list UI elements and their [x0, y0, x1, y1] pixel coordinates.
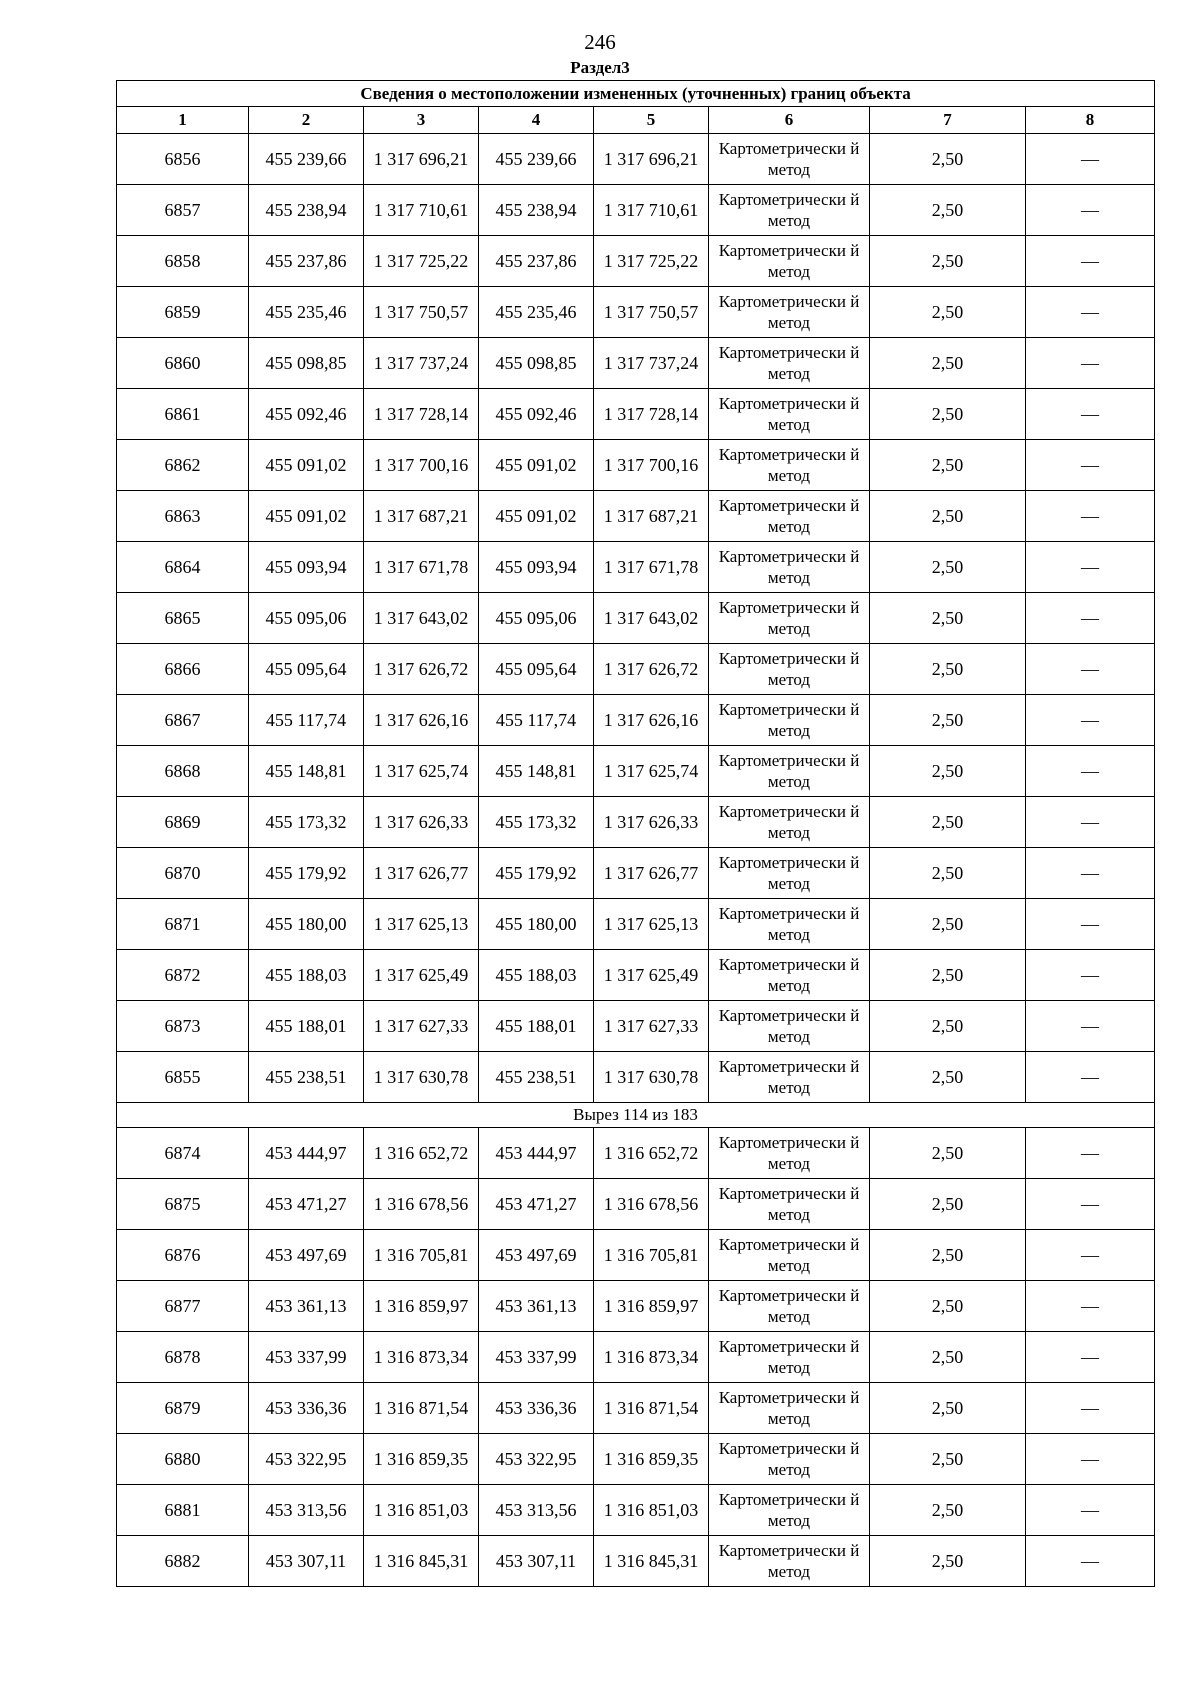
table-cell-col-2: 455 095,06	[249, 593, 364, 644]
table-row	[117, 695, 1155, 746]
table-cell-col-8: —	[1026, 338, 1155, 389]
table-cell-col-7: 2,50	[870, 950, 1026, 1001]
table-cell-col-3: 1 317 626,77	[364, 848, 479, 899]
table-cell-col-2: 455 188,01	[249, 1001, 364, 1052]
table-cell-col-2: 453 336,36	[249, 1383, 364, 1434]
table-cell-col-3: 1 317 625,13	[364, 899, 479, 950]
table-cell-col-1: 6867	[117, 695, 249, 746]
table-cell-col-1: 6872	[117, 950, 249, 1001]
table-cell-col-3: 1 317 625,74	[364, 746, 479, 797]
table-cell-col-8: —	[1026, 1052, 1155, 1103]
table-cell-col-7: 2,50	[870, 1230, 1026, 1281]
table-cell-col-2: 455 179,92	[249, 848, 364, 899]
table-cell-col-7: 2,50	[870, 440, 1026, 491]
table-cell-col-2: 455 180,00	[249, 899, 364, 950]
table-cell-col-4: 453 497,69	[479, 1230, 594, 1281]
table-row	[117, 389, 1155, 440]
table-cell-col-7: 2,50	[870, 848, 1026, 899]
table-cell-col-1: 6871	[117, 899, 249, 950]
table-cell-col-2: 455 188,03	[249, 950, 364, 1001]
column-header: 8	[1026, 107, 1155, 134]
table-cell-col-2: 453 361,13	[249, 1281, 364, 1332]
table-cell-col-1: 6857	[117, 185, 249, 236]
table-cell-col-1: 6882	[117, 1536, 249, 1587]
table-cell-col-4: 455 095,06	[479, 593, 594, 644]
table-cell-col-5: 1 316 859,35	[594, 1434, 709, 1485]
table-cell-col-8: —	[1026, 1281, 1155, 1332]
table-cell-col-2: 455 237,86	[249, 236, 364, 287]
table-cell-col-7: 2,50	[870, 1179, 1026, 1230]
table-cell-col-4: 455 235,46	[479, 287, 594, 338]
table-cell-col-4: 455 180,00	[479, 899, 594, 950]
table-cell-col-8: —	[1026, 440, 1155, 491]
table-cell-col-3: 1 317 700,16	[364, 440, 479, 491]
table-cell-col-4: 453 336,36	[479, 1383, 594, 1434]
table-row	[117, 1332, 1155, 1383]
table-cell-col-7: 2,50	[870, 542, 1026, 593]
table-row	[117, 542, 1155, 593]
table-cell-col-3: 1 316 851,03	[364, 1485, 479, 1536]
table-cell-col-5: 1 317 710,61	[594, 185, 709, 236]
table-cell-col-8: —	[1026, 1536, 1155, 1587]
table-cell-col-3: 1 316 678,56	[364, 1179, 479, 1230]
boundary-coordinates-table	[116, 80, 1155, 1587]
column-header: 5	[594, 107, 709, 134]
table-cell-col-5: 1 317 626,16	[594, 695, 709, 746]
table-cell-col-8: —	[1026, 1434, 1155, 1485]
table-cell-col-4: 455 237,86	[479, 236, 594, 287]
table-cell-col-2: 455 148,81	[249, 746, 364, 797]
table-cell-col-3: 1 317 710,61	[364, 185, 479, 236]
table-cell-col-5: 1 316 873,34	[594, 1332, 709, 1383]
table-cell-col-1: 6875	[117, 1179, 249, 1230]
table-cell-col-5: 1 317 737,24	[594, 338, 709, 389]
table-cell-col-6: Картометрически й метод	[709, 1281, 870, 1332]
table-cell-col-4: 455 092,46	[479, 389, 594, 440]
table-cell-col-3: 1 317 750,57	[364, 287, 479, 338]
table-cell-col-6: Картометрически й метод	[709, 1332, 870, 1383]
table-cell-col-8: —	[1026, 848, 1155, 899]
table-cell-col-7: 2,50	[870, 593, 1026, 644]
table-cell-col-1: 6874	[117, 1128, 249, 1179]
table-cell-col-2: 453 313,56	[249, 1485, 364, 1536]
table-cell-col-7: 2,50	[870, 1128, 1026, 1179]
table-cell-col-5: 1 317 627,33	[594, 1001, 709, 1052]
table-cell-col-3: 1 317 728,14	[364, 389, 479, 440]
table-body	[117, 134, 1155, 1587]
table-cell-col-6: Картометрически й метод	[709, 1128, 870, 1179]
table-cell-col-6: Картометрически й метод	[709, 950, 870, 1001]
column-header: 4	[479, 107, 594, 134]
table-cell-col-3: 1 317 626,72	[364, 644, 479, 695]
table-cell-col-4: 453 471,27	[479, 1179, 594, 1230]
table-cell-col-4: 453 322,95	[479, 1434, 594, 1485]
separator-label: Вырез 114 из 183	[117, 1103, 1155, 1128]
column-header: 1	[117, 107, 249, 134]
table-cell-col-1: 6861	[117, 389, 249, 440]
table-cell-col-6: Картометрически й метод	[709, 134, 870, 185]
table-row	[117, 1434, 1155, 1485]
column-header: 3	[364, 107, 479, 134]
table-row	[117, 134, 1155, 185]
table-cell-col-3: 1 316 859,35	[364, 1434, 479, 1485]
table-row	[117, 797, 1155, 848]
table-row	[117, 1179, 1155, 1230]
table-cell-col-5: 1 317 696,21	[594, 134, 709, 185]
table-cell-col-4: 455 188,01	[479, 1001, 594, 1052]
table-cell-col-1: 6879	[117, 1383, 249, 1434]
table-cell-col-6: Картометрически й метод	[709, 1179, 870, 1230]
table-caption: Сведения о местоположении измененных (уточненных) границ объекта	[117, 81, 1155, 107]
table-cell-col-7: 2,50	[870, 1052, 1026, 1103]
table-cell-col-3: 1 317 737,24	[364, 338, 479, 389]
table-cell-col-7: 2,50	[870, 1536, 1026, 1587]
column-header: 2	[249, 107, 364, 134]
table-row	[117, 1383, 1155, 1434]
table-cell-col-2: 455 239,66	[249, 134, 364, 185]
table-cell-col-3: 1 317 625,49	[364, 950, 479, 1001]
table-cell-col-3: 1 317 671,78	[364, 542, 479, 593]
table-cell-col-8: —	[1026, 899, 1155, 950]
column-header-row	[117, 107, 1155, 134]
table-cell-col-2: 455 238,51	[249, 1052, 364, 1103]
table-cell-col-2: 455 173,32	[249, 797, 364, 848]
table-cell-col-5: 1 317 626,77	[594, 848, 709, 899]
table-cell-col-7: 2,50	[870, 338, 1026, 389]
table-cell-col-6: Картометрически й метод	[709, 287, 870, 338]
table-cell-col-1: 6870	[117, 848, 249, 899]
table-cell-col-6: Картометрически й метод	[709, 491, 870, 542]
table-cell-col-8: —	[1026, 644, 1155, 695]
table-row	[117, 1128, 1155, 1179]
table-cell-col-3: 1 317 687,21	[364, 491, 479, 542]
table-cell-col-4: 455 238,51	[479, 1052, 594, 1103]
table-row	[117, 593, 1155, 644]
table-cell-col-6: Картометрически й метод	[709, 542, 870, 593]
table-cell-col-7: 2,50	[870, 1485, 1026, 1536]
table-cell-col-5: 1 316 859,97	[594, 1281, 709, 1332]
table-row	[117, 848, 1155, 899]
table-cell-col-3: 1 317 696,21	[364, 134, 479, 185]
table-cell-col-2: 455 235,46	[249, 287, 364, 338]
column-header: 7	[870, 107, 1026, 134]
page-number: 246	[584, 30, 616, 54]
table-cell-col-5: 1 317 625,74	[594, 746, 709, 797]
table-cell-col-1: 6858	[117, 236, 249, 287]
table-cell-col-2: 455 091,02	[249, 491, 364, 542]
table-cell-col-6: Картометрически й метод	[709, 797, 870, 848]
table-cell-col-2: 455 093,94	[249, 542, 364, 593]
table-cell-col-1: 6856	[117, 134, 249, 185]
table-cell-col-1: 6864	[117, 542, 249, 593]
table-cell-col-5: 1 317 625,49	[594, 950, 709, 1001]
table-cell-col-1: 6878	[117, 1332, 249, 1383]
table-cell-col-8: —	[1026, 287, 1155, 338]
table-cell-col-2: 453 307,11	[249, 1536, 364, 1587]
table-row	[117, 236, 1155, 287]
table-cell-col-5: 1 316 678,56	[594, 1179, 709, 1230]
table-cell-col-8: —	[1026, 491, 1155, 542]
table-cell-col-3: 1 317 627,33	[364, 1001, 479, 1052]
table-cell-col-6: Картометрически й метод	[709, 185, 870, 236]
table-cell-col-5: 1 316 871,54	[594, 1383, 709, 1434]
table-cell-col-4: 455 179,92	[479, 848, 594, 899]
table-cell-col-4: 455 091,02	[479, 491, 594, 542]
table-cell-col-3: 1 316 652,72	[364, 1128, 479, 1179]
table-cell-col-5: 1 316 652,72	[594, 1128, 709, 1179]
table-cell-col-5: 1 317 626,33	[594, 797, 709, 848]
table-row	[117, 1230, 1155, 1281]
table-cell-col-2: 455 117,74	[249, 695, 364, 746]
table-cell-col-2: 455 092,46	[249, 389, 364, 440]
table-cell-col-2: 455 098,85	[249, 338, 364, 389]
table-cell-col-6: Картометрически й метод	[709, 1485, 870, 1536]
section-title: Раздел3	[570, 58, 630, 77]
table-cell-col-6: Картометрически й метод	[709, 236, 870, 287]
table-cell-col-8: —	[1026, 593, 1155, 644]
table-cell-col-3: 1 316 705,81	[364, 1230, 479, 1281]
table-cell-col-6: Картометрически й метод	[709, 338, 870, 389]
table-cell-col-4: 455 173,32	[479, 797, 594, 848]
table-cell-col-2: 453 322,95	[249, 1434, 364, 1485]
table-cell-col-7: 2,50	[870, 746, 1026, 797]
table-cell-col-1: 6868	[117, 746, 249, 797]
table-cell-col-6: Картометрически й метод	[709, 899, 870, 950]
table-cell-col-6: Картометрически й метод	[709, 1434, 870, 1485]
table-cell-col-6: Картометрически й метод	[709, 1052, 870, 1103]
table-cell-col-7: 2,50	[870, 1434, 1026, 1485]
table-cell-col-4: 455 095,64	[479, 644, 594, 695]
table-cell-col-4: 453 444,97	[479, 1128, 594, 1179]
table-cell-col-6: Картометрически й метод	[709, 695, 870, 746]
table-cell-col-6: Картометрически й метод	[709, 644, 870, 695]
table-cell-col-7: 2,50	[870, 797, 1026, 848]
table-cell-col-8: —	[1026, 389, 1155, 440]
table-cell-col-1: 6877	[117, 1281, 249, 1332]
table-cell-col-4: 453 337,99	[479, 1332, 594, 1383]
table-cell-col-2: 455 095,64	[249, 644, 364, 695]
table-cell-col-7: 2,50	[870, 695, 1026, 746]
table-cell-col-3: 1 317 626,16	[364, 695, 479, 746]
table-cell-col-8: —	[1026, 1485, 1155, 1536]
table-cell-col-5: 1 317 700,16	[594, 440, 709, 491]
table-cell-col-8: —	[1026, 185, 1155, 236]
table-cell-col-6: Картометрически й метод	[709, 848, 870, 899]
table-row	[117, 287, 1155, 338]
table-row	[117, 1052, 1155, 1103]
table-cell-col-1: 6876	[117, 1230, 249, 1281]
table-cell-col-2: 453 337,99	[249, 1332, 364, 1383]
table-cell-col-2: 455 091,02	[249, 440, 364, 491]
table-row	[117, 899, 1155, 950]
table-cell-col-5: 1 317 626,72	[594, 644, 709, 695]
table-cell-col-7: 2,50	[870, 185, 1026, 236]
table-cell-col-3: 1 317 725,22	[364, 236, 479, 287]
table-row	[117, 1281, 1155, 1332]
table-cell-col-5: 1 317 728,14	[594, 389, 709, 440]
table-row	[117, 1536, 1155, 1587]
table-cell-col-6: Картометрически й метод	[709, 1230, 870, 1281]
table-cell-col-1: 6863	[117, 491, 249, 542]
table-cell-col-7: 2,50	[870, 287, 1026, 338]
table-cell-col-2: 453 497,69	[249, 1230, 364, 1281]
table-row	[117, 1001, 1155, 1052]
column-header: 6	[709, 107, 870, 134]
table-cell-col-6: Картометрически й метод	[709, 389, 870, 440]
table-cell-col-4: 455 117,74	[479, 695, 594, 746]
table-cell-col-8: —	[1026, 542, 1155, 593]
table-row	[117, 185, 1155, 236]
table-cell-col-3: 1 317 626,33	[364, 797, 479, 848]
table-cell-col-8: —	[1026, 746, 1155, 797]
table-cell-col-3: 1 317 643,02	[364, 593, 479, 644]
table-cell-col-4: 455 188,03	[479, 950, 594, 1001]
table-cell-col-7: 2,50	[870, 1332, 1026, 1383]
table-cell-col-7: 2,50	[870, 899, 1026, 950]
table-cell-col-8: —	[1026, 1383, 1155, 1434]
table-cell-col-1: 6880	[117, 1434, 249, 1485]
table-cell-col-4: 455 148,81	[479, 746, 594, 797]
table-cell-col-3: 1 316 845,31	[364, 1536, 479, 1587]
table-cell-col-7: 2,50	[870, 236, 1026, 287]
table-cell-col-7: 2,50	[870, 134, 1026, 185]
table-cell-col-2: 455 238,94	[249, 185, 364, 236]
table-cell-col-2: 453 471,27	[249, 1179, 364, 1230]
table-cell-col-8: —	[1026, 1332, 1155, 1383]
table-cell-col-5: 1 317 643,02	[594, 593, 709, 644]
table-cell-col-5: 1 317 671,78	[594, 542, 709, 593]
table-cell-col-1: 6862	[117, 440, 249, 491]
table-cell-col-4: 455 093,94	[479, 542, 594, 593]
table-cell-col-4: 453 313,56	[479, 1485, 594, 1536]
table-cell-col-7: 2,50	[870, 1001, 1026, 1052]
table-row	[117, 338, 1155, 389]
table-cell-col-1: 6873	[117, 1001, 249, 1052]
table-cell-col-8: —	[1026, 1001, 1155, 1052]
table-cell-col-3: 1 316 859,97	[364, 1281, 479, 1332]
table-cell-col-1: 6869	[117, 797, 249, 848]
table-cell-col-2: 453 444,97	[249, 1128, 364, 1179]
table-cell-col-4: 455 239,66	[479, 134, 594, 185]
table-cell-col-6: Картометрически й метод	[709, 746, 870, 797]
table-cell-col-8: —	[1026, 1179, 1155, 1230]
table-cell-col-1: 6865	[117, 593, 249, 644]
table-cell-col-7: 2,50	[870, 389, 1026, 440]
table-cell-col-4: 453 307,11	[479, 1536, 594, 1587]
table-row	[117, 1485, 1155, 1536]
table-cell-col-8: —	[1026, 695, 1155, 746]
table-cell-col-5: 1 316 845,31	[594, 1536, 709, 1587]
table-cell-col-6: Картометрически й метод	[709, 593, 870, 644]
table-row	[117, 440, 1155, 491]
table-cell-col-3: 1 316 873,34	[364, 1332, 479, 1383]
table-cell-col-8: —	[1026, 236, 1155, 287]
table-cell-col-5: 1 317 725,22	[594, 236, 709, 287]
table-cell-col-4: 455 091,02	[479, 440, 594, 491]
section-separator-row	[117, 1103, 1155, 1128]
table-cell-col-7: 2,50	[870, 644, 1026, 695]
table-cell-col-1: 6855	[117, 1052, 249, 1103]
table-cell-col-7: 2,50	[870, 491, 1026, 542]
table-row	[117, 746, 1155, 797]
table-row	[117, 644, 1155, 695]
table-cell-col-8: —	[1026, 950, 1155, 1001]
table-cell-col-5: 1 316 705,81	[594, 1230, 709, 1281]
table-cell-col-7: 2,50	[870, 1281, 1026, 1332]
table-cell-col-5: 1 317 750,57	[594, 287, 709, 338]
table-cell-col-8: —	[1026, 134, 1155, 185]
table-cell-col-7: 2,50	[870, 1383, 1026, 1434]
table-cell-col-1: 6881	[117, 1485, 249, 1536]
table-cell-col-8: —	[1026, 1230, 1155, 1281]
table-cell-col-8: —	[1026, 797, 1155, 848]
table-cell-col-1: 6860	[117, 338, 249, 389]
table-cell-col-6: Картометрически й метод	[709, 1383, 870, 1434]
table-cell-col-6: Картометрически й метод	[709, 1001, 870, 1052]
table-cell-col-5: 1 317 630,78	[594, 1052, 709, 1103]
table-cell-col-8: —	[1026, 1128, 1155, 1179]
table-row	[117, 950, 1155, 1001]
table-cell-col-4: 455 098,85	[479, 338, 594, 389]
table-cell-col-1: 6859	[117, 287, 249, 338]
table-cell-col-1: 6866	[117, 644, 249, 695]
table-cell-col-4: 453 361,13	[479, 1281, 594, 1332]
table-cell-col-3: 1 316 871,54	[364, 1383, 479, 1434]
table-cell-col-5: 1 317 687,21	[594, 491, 709, 542]
table-cell-col-3: 1 317 630,78	[364, 1052, 479, 1103]
table-row	[117, 491, 1155, 542]
table-cell-col-4: 455 238,94	[479, 185, 594, 236]
table-caption-row	[117, 81, 1155, 107]
table-cell-col-6: Картометрически й метод	[709, 1536, 870, 1587]
table-cell-col-5: 1 317 625,13	[594, 899, 709, 950]
table-cell-col-6: Картометрически й метод	[709, 440, 870, 491]
table-cell-col-5: 1 316 851,03	[594, 1485, 709, 1536]
